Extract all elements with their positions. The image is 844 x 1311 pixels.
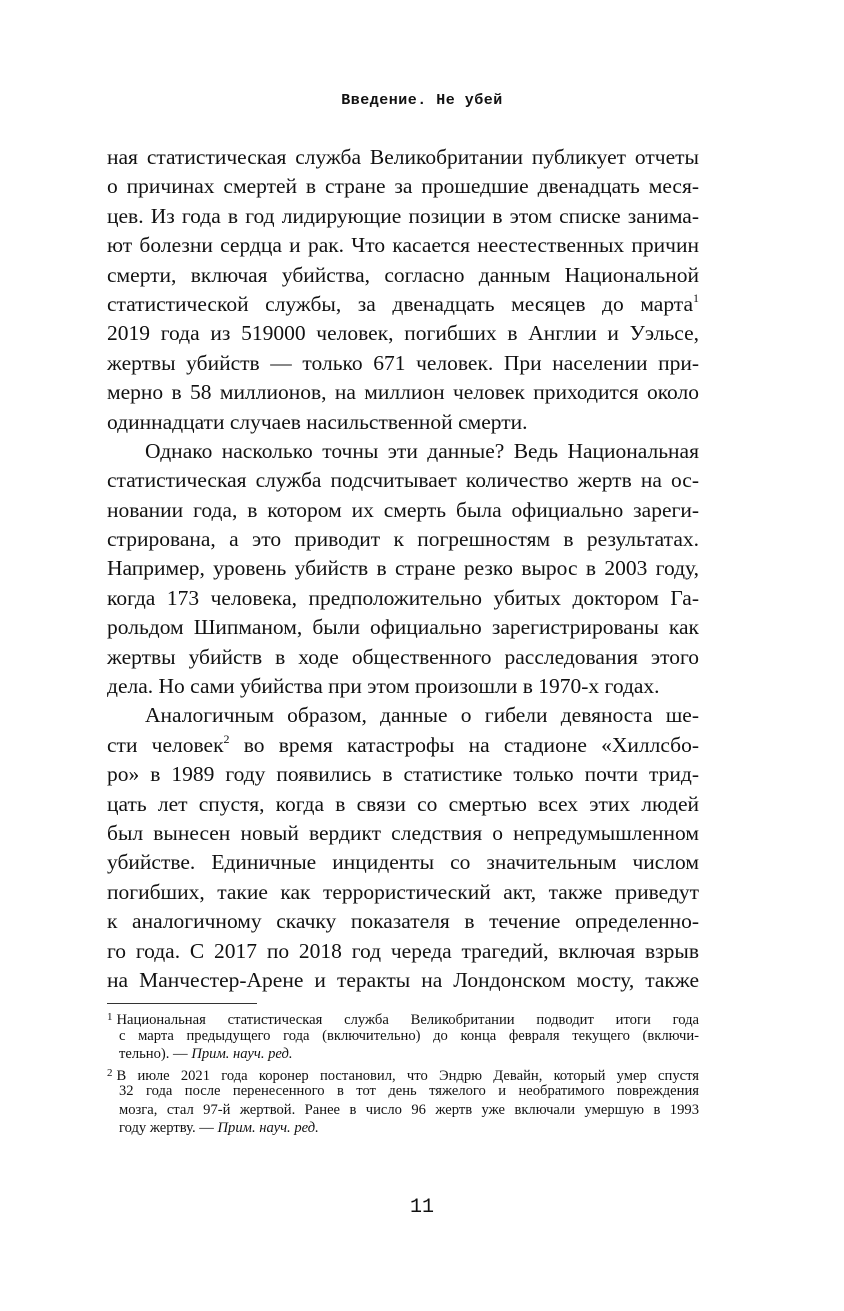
footnote-line <box>107 1119 699 1138</box>
body-line: цев. Из года в год лидирующие позиции в этом списке занима- <box>107 203 699 228</box>
footnote-text: В июле 2021 года коронер постановил, что Эндрю Девайн, который умер спустя <box>116 1067 699 1084</box>
body-line: был вынесен новый вердикт следствия о непредумышленном <box>107 820 699 845</box>
body-line: мерно в 58 миллионов, на миллион человек приходится около <box>107 380 699 405</box>
body-line: одиннадцати случаев насильственной смерти. <box>107 409 528 434</box>
footnote-text: году жертву. — <box>119 1120 218 1136</box>
body-line: дела. Но сами убийства при этом произошли в 1970-х годах. <box>107 674 660 699</box>
footnote-line: с марта предыдущего года (включительно) до конца февраля текущего (включи- <box>119 1027 699 1044</box>
body-line: ная статистическая служба Великобритании публикует отчеты <box>107 145 699 169</box>
body-line <box>107 290 699 319</box>
footnote-line <box>107 1008 699 1027</box>
footnote-divider <box>107 1003 257 1004</box>
body-line: погибших, такие как террористический акт, также приведут <box>107 879 699 904</box>
body-line: цать лет спустя, когда в связи со смертью всех этих людей <box>107 791 699 816</box>
footnote-number: 2 <box>107 1066 113 1079</box>
footnote-line: мозга, стал 97-й жертвой. Ранее в число 96 жертв уже включали умершую в 1993 <box>119 1101 699 1118</box>
body-line: статистическая служба подсчитывает количество жертв на ос- <box>107 468 699 493</box>
footnote-ref-2[interactable]: 2 <box>223 731 230 746</box>
body-line-text: статистической службы, за двенадцать месяцев до марта <box>107 291 693 316</box>
body-line: ют болезни сердца и рак. Что касается неестественных причин <box>107 233 699 258</box>
footnote-text: Национальная статистическая служба Великобритании подводит итоги года <box>116 1012 699 1028</box>
body-line: новании года, в котором их смерть была официально зареги- <box>107 497 699 522</box>
body-line-text: ро <box>107 762 129 787</box>
body-line: когда 173 человека, предположительно убитых доктором Га- <box>107 585 699 610</box>
body-line: жертвы убийств в ходе общественного расследования этого <box>107 644 699 669</box>
footnote-attribution: Прим. науч. ред. <box>191 1046 293 1062</box>
body-line <box>107 760 699 789</box>
body-line: на Манчестер-Арене и теракты на Лондонском мосту, также <box>107 967 699 992</box>
body-text <box>107 143 699 995</box>
body-line: к аналогичному скачку показателя в течение определенно- <box>107 909 699 934</box>
footnote-number: 1 <box>107 1011 113 1023</box>
page-number: 11 <box>409 1196 434 1219</box>
footnote-ref-1[interactable]: 1 <box>693 290 699 305</box>
body-line <box>107 731 699 760</box>
footnote-attribution: Прим. науч. ред. <box>217 1120 319 1136</box>
body-line-text: » в 1989 году появились в статистике только почти трид- <box>128 762 699 787</box>
footnote-line <box>107 1064 699 1083</box>
footnote-line: 32 года после перенесенного в тот день тяжелого и необратимого повреждения <box>119 1083 699 1099</box>
body-line: стрирована, а это приводит к погрешностям в результатах. <box>107 527 699 552</box>
body-line: Аналогичным образом, данные о гибели девяноста ше- <box>145 703 699 728</box>
running-head-title: Введение. Не убей <box>341 92 503 109</box>
body-line: Однако насколько точны эти данные? Ведь Национальная <box>145 438 699 463</box>
body-line-text: во время катастрофы на стадионе «Хиллсбо- <box>229 732 700 757</box>
body-line-text: сти человек <box>107 732 224 757</box>
body-line: рольдом Шипманом, были официально зарегистрированы как <box>107 615 699 640</box>
body-line: Например, уровень убийств в стране резко вырос в 2003 году, <box>107 556 699 581</box>
footnotes <box>107 1008 699 1138</box>
body-line: убийстве. Единичные инциденты со значительным числом <box>107 850 699 875</box>
body-line: го года. С 2017 по 2018 год череда трагедий, включая взрыв <box>107 938 699 963</box>
body-line: смерти, включая убийства, согласно данным Национальной <box>107 262 699 287</box>
footnote-text: тельно). — <box>119 1046 192 1062</box>
body-line: 2019 года из 519000 человек, погибших в Англии и Уэльсе, <box>107 321 699 346</box>
footnote-line <box>107 1045 699 1064</box>
body-line: о причинах смертей в стране за прошедшие двенадцать меся- <box>107 174 699 199</box>
body-line: жертвы убийств — только 671 человек. При населении при- <box>107 350 699 375</box>
